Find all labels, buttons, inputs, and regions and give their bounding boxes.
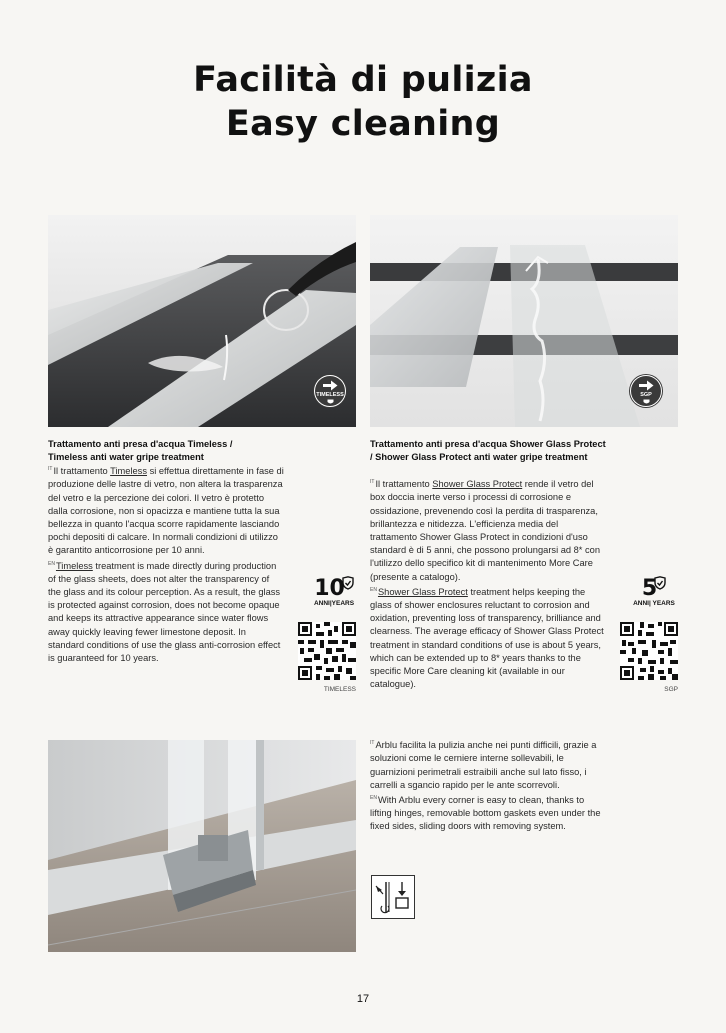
timeless-qr-code[interactable]: [298, 622, 356, 680]
title-italian: Facilità di pulizia: [193, 60, 533, 100]
sgp-link[interactable]: Shower Glass Protect: [432, 479, 523, 490]
removable-gasket-icon: [371, 875, 415, 919]
sgp-body: [370, 476, 606, 691]
years-number: 5: [641, 576, 658, 601]
shield-check-icon: [654, 576, 666, 590]
timeless-qr-caption: TIMELESS: [323, 686, 356, 693]
years-label: ANNI| YEARS: [633, 600, 675, 607]
lang-tag-it: IT: [370, 740, 375, 746]
sgp-heading: Trattamento anti presa d'acqua Shower Glass Protect / Shower Glass Protect anti water gripe treatment: [370, 439, 606, 462]
lang-tag-en: EN: [370, 794, 377, 801]
sgp-english-paragraph: $^{EN}$Shower Glass Protect treatment helps keeping the glass of shower enclosures reluctant to corrosion and oxidation, preventing loss of transparency, brilliance and clearness. The average efficacy of Shower Glass Protect treatment in standard conditions of use is about 5 years, which can be extended up to 8* years thanks to the specific More Care cleaning kit (available in our catalogue).: [370, 586, 604, 690]
timeless-link-en[interactable]: Timeless: [55, 560, 93, 571]
years-number: 10: [314, 576, 345, 601]
sgp-qr-code[interactable]: [620, 622, 678, 680]
timeless-heading: Trattamento anti presa d'acqua Timeless / Timeless anti water gripe treatment: [48, 439, 233, 462]
sgp-years-badge: [628, 578, 680, 608]
corners-body: [370, 737, 606, 834]
timeless-italian-paragraph: $^{IT}$Il trattamento Timeless si effettua direttamente in fase di produzione delle lastre di vetro, non altera la trasparenza del vetro e la percezione dei colori. Il vetro è protetto dalla corrosione, non si opacizza e mantiene tutta la sua bellezza in quanto l'acqua scorre rapidamente lasciando pochi depositi di calcare. In normali condizioni di utilizzo è garantito anticorrosione per 10 anni.: [48, 466, 284, 556]
title-english: Easy cleaning: [225, 104, 501, 144]
sgp-badge: [630, 375, 662, 407]
timeless-badge-label: TIMELESS: [316, 392, 344, 398]
page-number: 17: [356, 993, 370, 1005]
timeless-english-paragraph: $^{EN}$Timeless treatment is made directly during production of the glass sheets, does not alter the transparency of the glass and its colour perception. As a result, the glass is protected against corrosion, does not become opaque and keeps its attractive appearance since water flows away quickly leaving fewer limestone deposit. In standard conditions of use the glass anti-corrosion effect is guaranteed for 10 years.: [48, 560, 281, 664]
page-title: [0, 58, 726, 146]
sgp-photo: [370, 215, 678, 427]
sgp-italian-paragraph: $^{IT}$Il trattamento Shower Glass Protect rende il vetro del box doccia inerte verso i processi di corrosione e ossidazione, prevenendo così la perdita di trasparenza, brillantezza e nitidezza. L'efficienza media del trattamento Shower Glass Protect in condizioni d'uso standard è di 5 anni, che possono prolungarsi ad 8* con l'utilizzo dello specifico kit di mantenimento More Care (presente a catalogo).: [370, 479, 600, 582]
lang-tag-en: EN: [370, 586, 377, 593]
lang-tag-it: IT: [370, 479, 375, 485]
sgp-link-en[interactable]: Shower Glass Protect: [377, 586, 468, 597]
timeless-badge: [314, 375, 346, 407]
shield-icon: [643, 399, 650, 405]
corners-english-paragraph: $^{EN}$With Arblu every corner is easy to clean, thanks to lifting hinges, removable bottom gaskets even under the fixed sides, sliding doors with removing system.: [370, 794, 601, 832]
timeless-link[interactable]: Timeless: [110, 466, 147, 477]
lang-tag-en: EN: [48, 560, 55, 567]
sgp-badge-label: SGP: [640, 392, 652, 398]
corners-italian-paragraph: $^{IT}$Arblu facilita la pulizia anche nei punti difficili, grazie a soluzioni come le cerniere interne sollevabili, le guarnizioni perimetrali estraibili anche sul lato fisso, i carrelli a sgancio rapido per le ante scorrevoli.: [370, 740, 597, 790]
hinge-photo: [48, 740, 356, 952]
lang-tag-it: IT: [48, 466, 53, 472]
timeless-years-badge: [310, 578, 358, 608]
arrow-right-icon: [322, 380, 338, 391]
shield-icon: [327, 399, 334, 405]
gasket-diagram-icon: [372, 876, 414, 918]
shield-check-icon: [342, 576, 354, 590]
timeless-body: [48, 463, 284, 665]
sgp-qr-caption: SGP: [664, 686, 678, 693]
arrow-right-icon: [638, 380, 654, 391]
timeless-photo: [48, 215, 356, 427]
years-label: ANNI|YEARS: [313, 600, 355, 607]
